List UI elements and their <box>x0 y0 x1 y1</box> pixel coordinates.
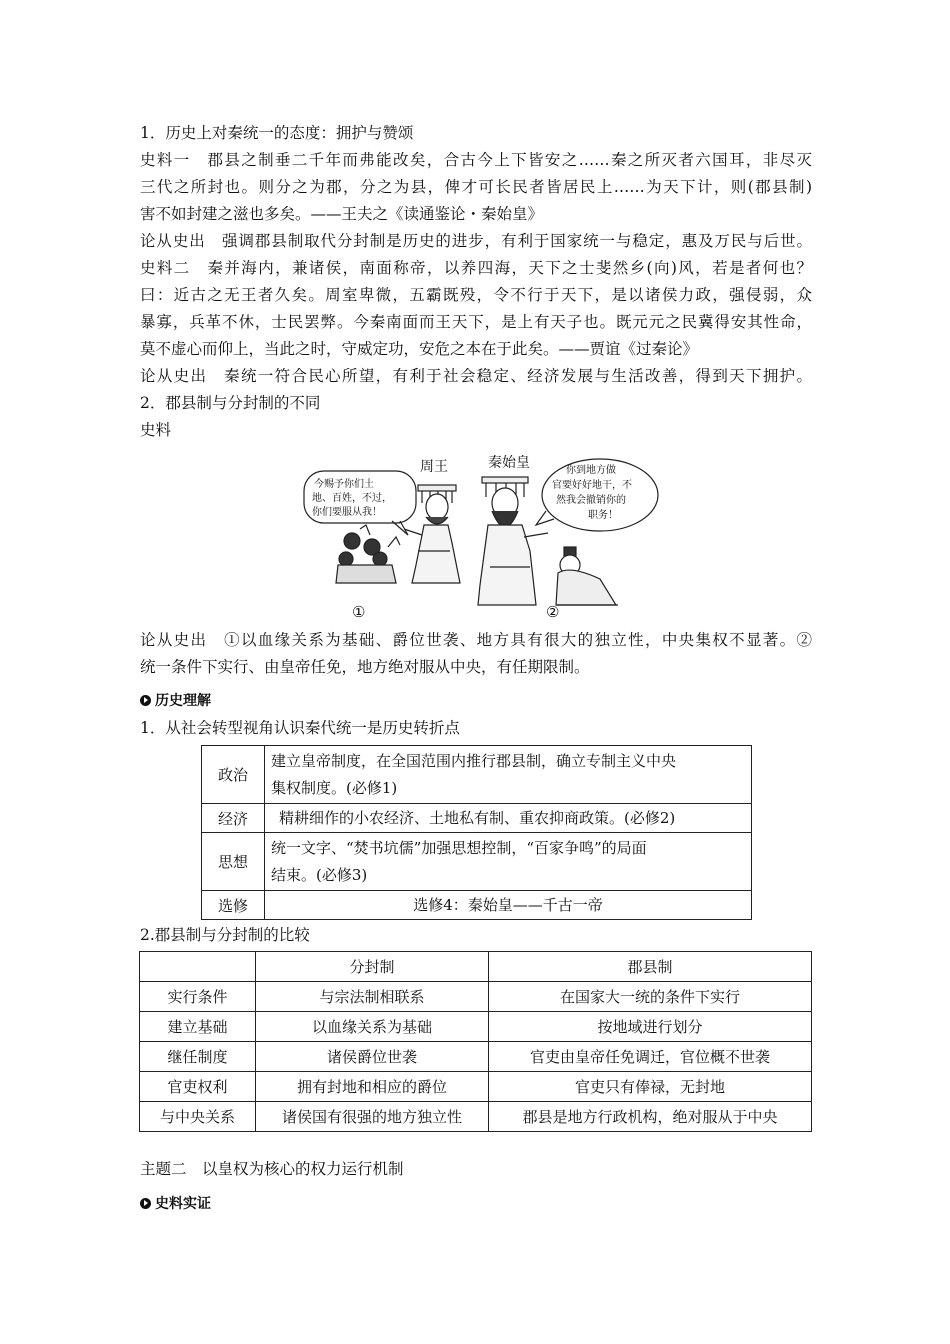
table-header <box>140 952 256 982</box>
table-row <box>202 833 752 891</box>
kneeling-official-figure <box>556 547 618 605</box>
table-key: 政治 <box>202 746 265 804</box>
understanding-heading <box>140 690 211 710</box>
table-cell: 拥有封地和相应的爵位 <box>256 1072 489 1102</box>
conclusion-text: 统一条件下实行、由皇帝任免，地方绝对服从中央，有任期限制。 <box>140 658 590 676</box>
table-cell: 与宗法制相联系 <box>256 982 489 1012</box>
table-cell: 实行条件 <box>140 982 256 1012</box>
comparison-table <box>139 951 812 1132</box>
evidence-heading <box>140 1193 211 1213</box>
table-value: 选修4：秦始皇——千古一帝 <box>265 891 752 920</box>
section-title: 2．郡县制与分封制的不同 <box>140 394 321 412</box>
table-cell: 继任制度 <box>140 1042 256 1072</box>
table-row <box>140 1072 812 1102</box>
table-cell: 郡县是地方行政机构，绝对服从于中央 <box>489 1102 812 1132</box>
table-cell: 以血缘关系为基础 <box>256 1012 489 1042</box>
bubble2-line: 你到地方做 <box>566 465 616 476</box>
table-cell: 诸侯爵位世袭 <box>256 1042 489 1072</box>
zhou-king-label: 周王 <box>420 459 448 475</box>
item-title: 2.郡县制与分封制的比较 <box>140 926 310 944</box>
bubble1-line: 地、百姓，不过， <box>312 493 392 504</box>
table-row <box>140 1042 812 1072</box>
play-circle-icon <box>140 1198 151 1209</box>
qin-shihuang-label: 秦始皇 <box>488 455 530 471</box>
heading-label: 历史理解 <box>155 693 211 709</box>
transition-table <box>201 745 752 920</box>
material-text: 三代之所封也。则分之为郡，分之为县，俾才可长民者皆居民上……为天下计，则(郡县制) <box>140 178 812 196</box>
table-cell: 官吏由皇帝任免调迁，官位概不世袭 <box>489 1042 812 1072</box>
material-label: 史料 <box>140 421 172 439</box>
nobles-group <box>336 525 400 583</box>
table-header: 郡县制 <box>489 952 812 982</box>
table-row <box>202 804 752 833</box>
table-row <box>140 1012 812 1042</box>
material-text: 史料一 郡县之制垂二千年而弗能改矣，合古今上下皆安之……秦之所灭者六国耳，非尽灭 <box>140 151 812 169</box>
conclusion-text: 论从史出 强调郡县制取代分封制是历史的进步，有利于国家统一与稳定，惠及万民与后世。 <box>140 232 812 250</box>
bubble1-line: 你们要服从我！ <box>312 507 382 518</box>
table-value: 统一文字、“焚书坑儒”加强思想控制，“百家争鸣”的局面 结束。(必修3) <box>265 833 752 891</box>
material-text: 害不如封建之滋也多矣。——王夫之《读通鉴论・秦始皇》 <box>140 205 544 223</box>
table-cell: 与中央关系 <box>140 1102 256 1132</box>
table-key: 思想 <box>202 833 265 891</box>
table-row <box>202 746 752 804</box>
bubble2-line: 职务！ <box>588 510 618 521</box>
table-row <box>202 891 752 920</box>
table-value: 精耕细作的小农经济、土地私有制、重农抑商政策。(必修2) <box>265 804 752 833</box>
section-title: 1．历史上对秦统一的态度：拥护与赞颂 <box>140 124 414 142</box>
caption-1: ① <box>352 603 366 621</box>
bubble2-line: 官要好好地干，不 <box>552 480 632 491</box>
table-cell: 官吏权利 <box>140 1072 256 1102</box>
table-row <box>140 1102 812 1132</box>
table-row <box>140 982 812 1012</box>
material-text: 莫不虚心而仰上，当此之时，守威定功，安危之本在于此矣。——贾谊《过秦论》 <box>140 340 699 358</box>
table-header-row <box>140 952 812 982</box>
table-key: 选修 <box>202 891 265 920</box>
table-value: 建立皇帝制度，在全国范围内推行郡县制，确立专制主义中央 集权制度。(必修1) <box>265 746 752 804</box>
material-text: 史料二 秦并海内，兼诸侯，南面称帝，以养四海，天下之士斐然乡(向)风，若是者何也？ <box>140 259 812 277</box>
cartoon-illustration <box>300 455 660 623</box>
caption-2: ② <box>546 603 560 621</box>
table-cell: 按地域进行划分 <box>489 1012 812 1042</box>
heading-label: 史料实证 <box>155 1196 211 1212</box>
table-header: 分封制 <box>256 952 489 982</box>
bubble2-line: 然我会撤销你的 <box>556 495 626 506</box>
table-key: 经济 <box>202 804 265 833</box>
qin-shihuang-figure <box>478 477 548 605</box>
play-circle-icon <box>140 695 151 706</box>
table-cell: 建立基础 <box>140 1012 256 1042</box>
material-text: 暴寡，兵革不休，士民罢弊。今秦南面而王天下，是上有天子也。既元元之民冀得安其性命， <box>140 313 812 331</box>
table-cell: 在国家大一统的条件下实行 <box>489 982 812 1012</box>
topic-title: 主题二 以皇权为核心的权力运行机制 <box>140 1160 404 1178</box>
zhou-king-figure <box>404 485 460 583</box>
table-cell: 官吏只有俸禄，无封地 <box>489 1072 812 1102</box>
bubble1-line: 今赐予你们土 <box>314 479 374 490</box>
item-title: 1．从社会转型视角认识秦代统一是历史转折点 <box>140 719 460 737</box>
conclusion-text: 论从史出 秦统一符合民心所望，有利于社会稳定、经济发展与生活改善，得到天下拥护。 <box>140 367 812 385</box>
table-cell: 诸侯国有很强的地方独立性 <box>256 1102 489 1132</box>
material-text: 曰：近古之无王者久矣。周室卑微，五霸既殁，令不行于天下，是以诸侯力政，强侵弱，众 <box>140 286 812 304</box>
conclusion-text: 论从史出 ①以血缘关系为基础、爵位世袭、地方具有很大的独立性，中央集权不显著。② <box>140 631 812 649</box>
